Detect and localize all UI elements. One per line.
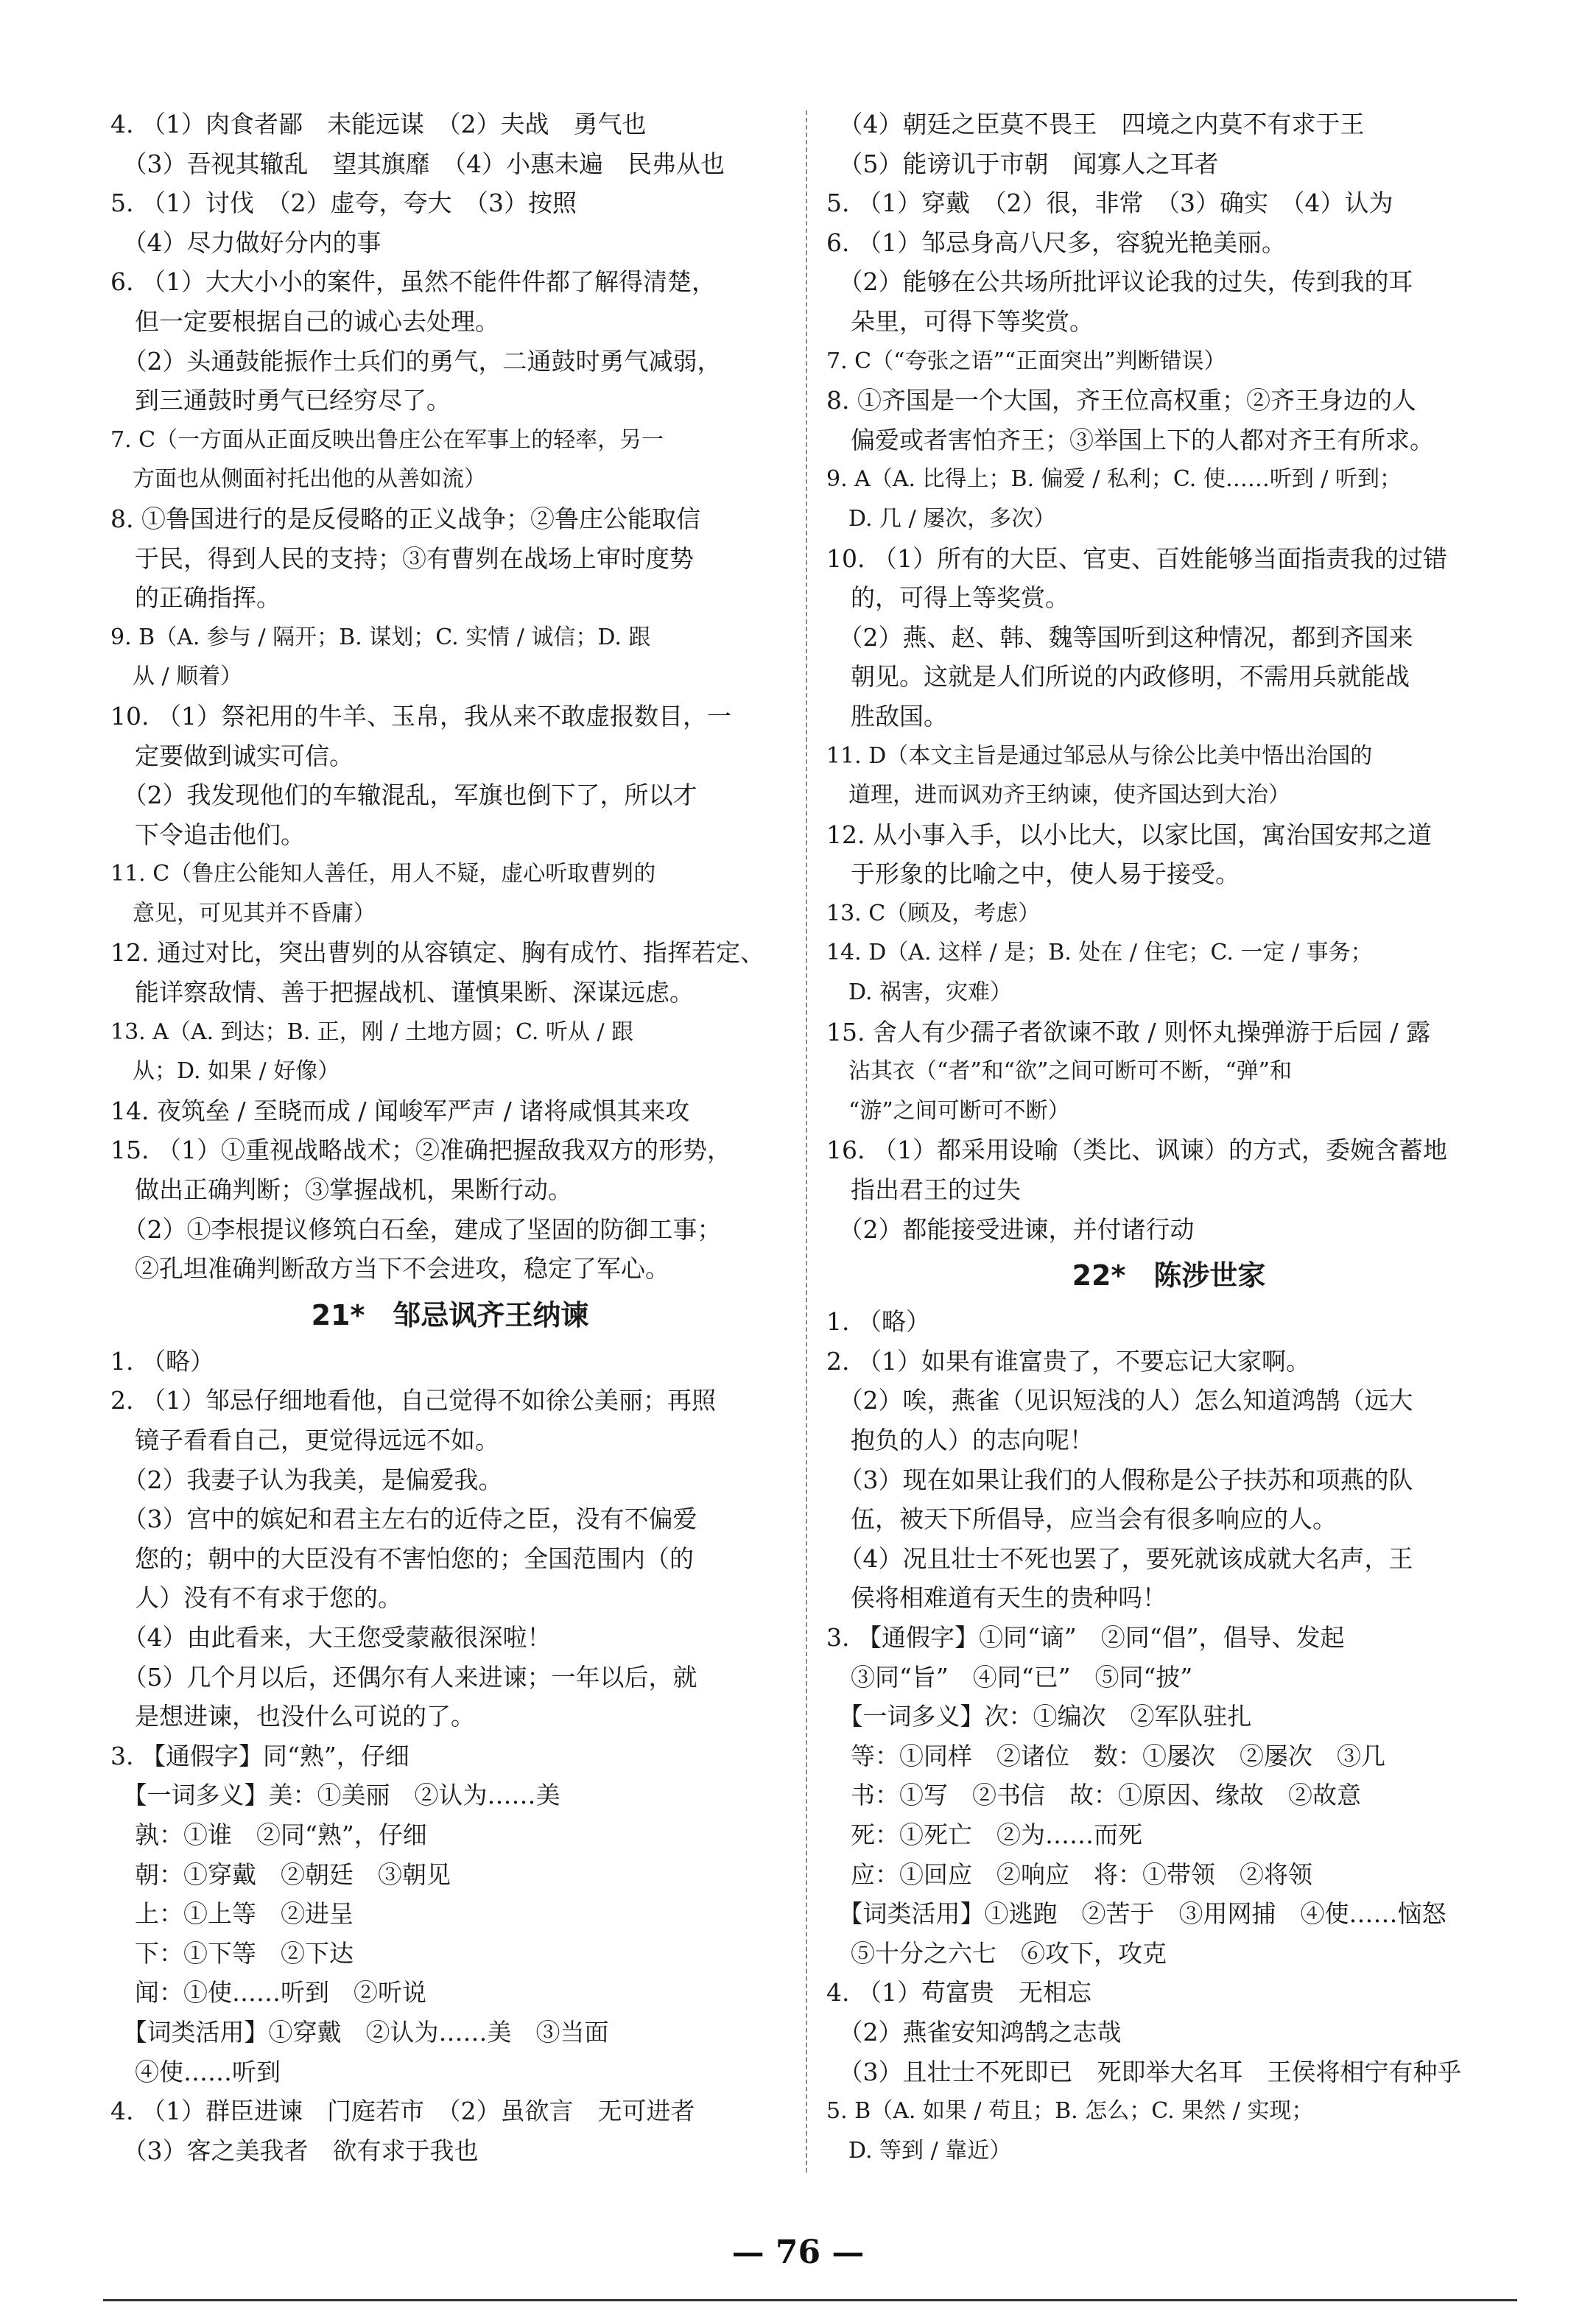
- answer-line: 9. A（A. 比得上；B. 偏爱 / 私利；C. 使……听到 / 听到；: [826, 466, 1402, 493]
- answer-line: （2）唉，燕雀（见识短浅的人）怎么知道鸿鹄（远大: [826, 1386, 1413, 1415]
- answer-line: 【词类活用】①穿戴 ②认为……美 ③当面: [110, 2017, 609, 2047]
- answer-line: 抱负的人）的志向呢！: [826, 1426, 1094, 1454]
- answer-line: 11. D（本文主旨是通过邹忌从与徐公比美中悟出治国的: [826, 742, 1373, 769]
- answer-line: （5）几个月以后，还偶尔有人来进谏；一年以后，就: [110, 1662, 697, 1692]
- answer-line: 6. （1）大大小小的案件，虽然不能件件都了解得清楚，: [110, 267, 716, 297]
- answer-line: 从；D. 如果 / 好像）: [110, 1058, 340, 1085]
- answer-line: 于形象的比喻之中，使人易于接受。: [826, 859, 1240, 889]
- answer-line: 6. （1）邹忌身高八尺多，容貌光艳美丽。: [826, 228, 1286, 257]
- right-column: [826, 105, 1511, 2170]
- answer-line: 死：①死亡 ②为……而死: [826, 1820, 1142, 1849]
- answer-line: 1. （略）: [110, 1346, 214, 1376]
- answer-line: （4）况且壮士不死也罢了，要死就该成就大名声，王: [826, 1544, 1413, 1573]
- answer-line: （3）宫中的嫔妃和君主左右的近侍之臣，没有不偏爱: [110, 1505, 697, 1534]
- answer-line: 2. （1）如果有谁富贵了，不要忘记大家啊。: [826, 1346, 1310, 1376]
- answer-line: （4）尽力做好分内的事: [110, 228, 382, 257]
- answer-line: 侯将相难道有天生的贵种吗！: [826, 1583, 1167, 1613]
- page-number: — 76 —: [731, 2234, 865, 2271]
- answer-line: 12. 通过对比，突出曹刿的从容镇定、胸有成竹、指挥若定、: [110, 938, 764, 968]
- answer-line: 【一词多义】次：①编次 ②军队驻扎: [826, 1702, 1252, 1731]
- answer-line: 7. C（“夸张之语”“正面突出”判断错误）: [826, 348, 1226, 374]
- answer-line: 上：①上等 ②进呈: [110, 1899, 354, 1929]
- answer-line: （3）且壮士不死即已 死即举大名耳 王侯将相宁有种乎: [826, 2057, 1462, 2086]
- answer-line: 5. （1）讨伐 （2）虚夸，夸大 （3）按照: [110, 189, 577, 218]
- answer-line: （3）吾视其辙乱 望其旗靡 （4）小惠未遍 民弗从也: [110, 149, 725, 178]
- answer-line: 9. B（A. 参与 / 隔开；B. 谋划；C. 实情 / 诚信；D. 跟: [110, 624, 651, 650]
- answer-line: 3. 【通假字】①同“谪” ②同“倡”，倡导、发起: [826, 1622, 1345, 1652]
- answer-line: ③同“旨” ④同“已” ⑤同“披”: [826, 1662, 1193, 1692]
- answer-line: 【词类活用】①逃跑 ②苦于 ③用网捕 ④使……恼怒: [826, 1899, 1446, 1929]
- answer-line: （2）我发现他们的车辙混乱，军旗也倒下了，所以才: [110, 781, 697, 810]
- answer-line: （4）由此看来，大王您受蒙蔽很深啦！: [110, 1622, 552, 1652]
- answer-line: 做出正确判断；③掌握战机，果断行动。: [110, 1175, 572, 1205]
- answer-line: 4. （1）苟富贵 无相忘: [826, 1978, 1091, 2007]
- answer-line: （2）能够在公共场所批评议论我的过失，传到我的耳: [826, 267, 1413, 297]
- answer-line: 5. B（A. 如果 / 苟且；B. 怎么；C. 果然 / 实现；: [826, 2098, 1314, 2125]
- answer-line: ②孔坦准确判断敌方当下不会进攻，稳定了军心。: [110, 1254, 669, 1284]
- answer-line: 指出君王的过失: [826, 1175, 1021, 1205]
- answer-line: 8. ①齐国是一个大国，齐王位高权重；②齐王身边的人: [826, 386, 1416, 415]
- answer-line: 【一词多义】美：①美丽 ②认为……美: [110, 1781, 560, 1810]
- answer-line: （4）朝廷之臣莫不畏王 四境之内莫不有求于王: [826, 110, 1365, 138]
- section-heading: 22* 陈涉世家: [1072, 1259, 1266, 1292]
- answer-line: 5. （1）穿戴 （2）很，非常 （3）确实 （4）认为: [826, 189, 1393, 218]
- answer-line: （2）燕、赵、韩、魏等国听到这种情况，都到齐国来: [826, 622, 1413, 652]
- answer-line: 人）没有不有求于您的。: [110, 1583, 402, 1613]
- answer-line: 是想进谏，也没什么可说的了。: [110, 1702, 475, 1731]
- answer-line: 朝：①穿戴 ②朝廷 ③朝见: [110, 1859, 451, 1889]
- answer-line: 下令追击他们。: [110, 820, 305, 849]
- answer-line: 孰：①谁 ②同“熟”，仔细: [110, 1820, 427, 1849]
- answer-line: 但一定要根据自己的诚心去处理。: [110, 306, 499, 336]
- answer-line: 12. 从小事入手，以小比大，以家比国，寓治国安邦之道: [826, 820, 1432, 849]
- answer-line: （3）客之美我者 欲有求于我也: [110, 2136, 479, 2165]
- answer-line: 朝见。这就是人们所说的内政修明，不需用兵就能战: [826, 662, 1410, 692]
- left-column: [110, 105, 790, 2170]
- answer-line: 13. C（顾及，考虑）: [826, 900, 1041, 926]
- answer-line: 3. 【通假字】同“熟”，仔细: [110, 1741, 409, 1770]
- answer-line: 10. （1）祭祀用的牛羊、玉帛，我从来不敢虚报数目，一: [110, 701, 731, 731]
- answer-line: （3）现在如果让我们的人假称是公子扶苏和项燕的队: [826, 1465, 1413, 1494]
- answer-line: 15. 舍人有少孺子者欲谏不敢 / 则怀丸操弹游于后园 / 露: [826, 1017, 1431, 1046]
- answer-line: 的正确指挥。: [110, 583, 281, 613]
- answer-line: 14. 夜筑垒 / 至晓而成 / 闻峻军严声 / 诸将咸惧其来攻: [110, 1096, 690, 1125]
- answer-line: 4. （1）群臣进谏 门庭若市 （2）虽欲言 无可进者: [110, 2097, 695, 2126]
- answer-line: ⑤十分之六七 ⑥攻下，攻克: [826, 1938, 1167, 1968]
- answer-line: “游”之间可断可不断）: [826, 1097, 1070, 1124]
- answer-line: （2）燕雀安知鸿鹄之志哉: [826, 2017, 1122, 2047]
- answer-line: （2）头通鼓能振作士兵们的勇气，二通鼓时勇气减弱，: [110, 346, 722, 376]
- answer-line: 您的；朝中的大臣没有不害怕您的；全国范围内（的: [110, 1544, 694, 1573]
- section-heading: 21* 邹忌讽齐王纳谏: [311, 1298, 589, 1331]
- answer-line: D. 等到 / 靠近）: [826, 2137, 1012, 2164]
- answer-line: D. 祸害，灾难）: [826, 979, 1013, 1006]
- answer-line: 伍，被天下所倡导，应当会有很多响应的人。: [826, 1505, 1337, 1534]
- answer-line: （5）能谤讥于市朝 闻寡人之耳者: [826, 149, 1219, 178]
- answer-line: 8. ①鲁国进行的是反侵略的正义战争；②鲁庄公能取信: [110, 504, 700, 533]
- answer-line: 的，可得上等奖赏。: [826, 583, 1069, 613]
- answer-line: 16. （1）都采用设喻（类比、讽谏）的方式，委婉含蓄地: [826, 1136, 1447, 1165]
- answer-line: 13. A（A. 到达；B. 正，刚 / 土地方圆；C. 听从 / 跟: [110, 1018, 634, 1045]
- answer-line: 到三通鼓时勇气已经穷尽了。: [110, 386, 451, 415]
- answer-line: D. 几 / 屡次，多次）: [826, 505, 1056, 532]
- answer-line: 10. （1）所有的大臣、官吏、百姓能够当面指责我的过错: [826, 543, 1447, 573]
- answer-line: 4. （1）肉食者鄙 未能远谋 （2）夫战 勇气也: [110, 110, 647, 138]
- answer-line: 7. C（一方面从正面反映出鲁庄公在军事上的轻率，另一: [110, 426, 664, 453]
- answer-line: 下：①下等 ②下达: [110, 1938, 354, 1968]
- answer-line: 意见，可见其并不昏庸）: [110, 900, 376, 926]
- column-divider: [806, 110, 807, 2172]
- answer-line: ④使……听到: [110, 2057, 281, 2086]
- answer-line: 朵里，可得下等奖赏。: [826, 306, 1094, 336]
- answer-line: 方面也从侧面衬托出他的从善如流）: [110, 466, 486, 493]
- answer-line: 胜敌国。: [826, 701, 948, 731]
- answer-line: 等：①同样 ②诸位 数：①屡次 ②屡次 ③几: [826, 1741, 1385, 1770]
- answer-line: 书：①写 ②书信 故：①原因、缘故 ②故意: [826, 1781, 1361, 1810]
- answer-line: 1. （略）: [826, 1307, 930, 1337]
- answer-line: 15. （1）①重视战略战术；②准确把握敌我双方的形势，: [110, 1136, 731, 1165]
- answer-line: 定要做到诚实可信。: [110, 741, 354, 770]
- answer-line: 镜子看看自己，更觉得远远不如。: [110, 1426, 499, 1454]
- answer-line: 道理，进而讽劝齐王纳谏，使齐国达到大治）: [826, 782, 1290, 809]
- bottom-rule: [103, 2299, 1517, 2301]
- answer-line: 能详察敌情、善于把握战机、谨慎果断、深谋远虑。: [110, 978, 694, 1007]
- answer-line: 11. C（鲁庄公能知人善任，用人不疑，虚心听取曹刿的: [110, 861, 656, 887]
- answer-line: （2）我妻子认为我美，是偏爱我。: [110, 1465, 503, 1494]
- answer-line: 应：①回应 ②响应 将：①带领 ②将领: [826, 1859, 1312, 1889]
- answer-line: 2. （1）邹忌仔细地看他，自己觉得不如徐公美丽；再照: [110, 1386, 716, 1415]
- answer-line: 14. D（A. 这样 / 是；B. 处在 / 住宅；C. 一定 / 事务；: [826, 940, 1373, 966]
- answer-line: 于民，得到人民的支持；③有曹刿在战场上审时度势: [110, 543, 694, 573]
- answer-line: （2）①李根提议修筑白石垒，建成了坚固的防御工事；: [110, 1214, 722, 1244]
- answer-line: 从 / 顺着）: [110, 664, 243, 690]
- answer-line: （2）都能接受进谏，并付诸行动: [826, 1214, 1195, 1244]
- answer-line: 闻：①使……听到 ②听说: [110, 1978, 426, 2007]
- answer-line: 偏爱或者害怕齐王；③举国上下的人都对齐王有所求。: [826, 425, 1434, 454]
- answer-line: 沾其衣（“者”和“欲”之间可断可不断，“弹”和: [826, 1058, 1293, 1085]
